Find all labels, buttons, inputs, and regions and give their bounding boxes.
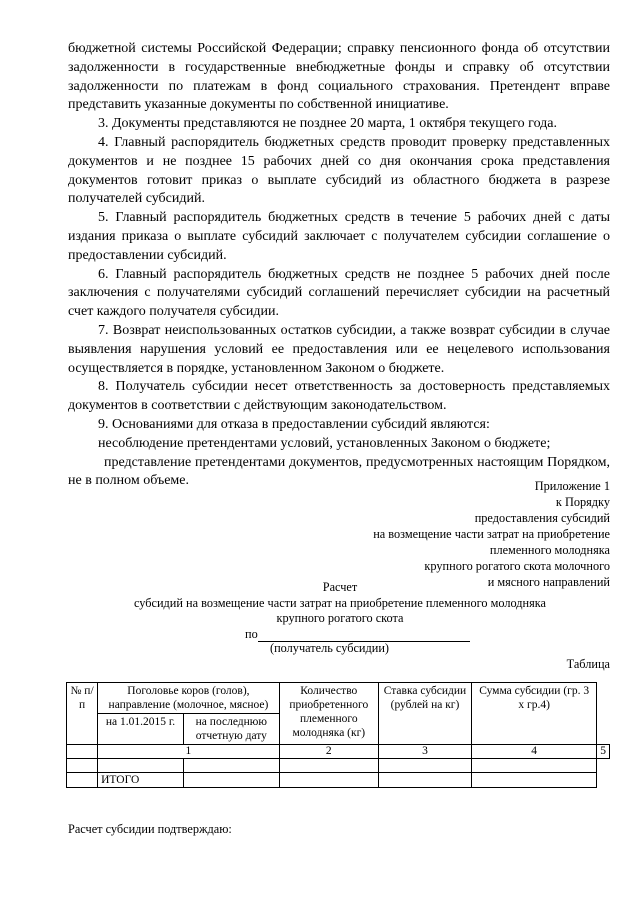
column-number-cell: 4 [472, 745, 597, 759]
paragraph-7: 7. Возврат неиспользованных остатков субсидии, а также возврат субсидии в случае выявления нарушения условий ее предоставления или ее нецелевого использования осуществляется в порядке, установленном Законом о бюджете. [68, 322, 610, 376]
appendix-line: и мясного направлений [487, 575, 610, 589]
document-body [68, 40, 610, 491]
paragraph-6: 6. Главный распорядитель бюджетных средств не позднее 5 рабочих дней после заключения с получателями субсидий соглашений перечисляет субсидии на расчетный счет каждого получателя субсидии. [68, 266, 610, 320]
paragraph-3: 3. Документы представляются не позднее 20 марта, 1 октября текущего года. [98, 116, 558, 132]
table-cell [183, 773, 279, 788]
recipient-note: (получатель субсидии) [270, 641, 390, 655]
confirmation-line: Расчет субсидии подтверждаю: [68, 822, 232, 836]
column-number-cell: 2 [279, 745, 378, 759]
recipient-field [245, 627, 470, 642]
table-cell [472, 773, 597, 788]
calculation-subtitle-line-1: субсидий на возмещение части затрат на приобретение племенного молодняка [133, 595, 547, 610]
calculation-subtitle-line-2: крупного рогатого скота [276, 611, 404, 625]
recipient-prefix: по [245, 627, 258, 641]
header-num: № п/п [67, 683, 98, 745]
recipient-blank-line [258, 628, 470, 642]
paragraph-9-item-2: представление претендентами документов, предусмотренных настоящим Порядком, не в полном объеме. [68, 454, 610, 489]
table-cell [279, 773, 378, 788]
paragraph-8: 8. Получатель субсидии несет ответственность за достоверность представляемых документов в соответствии с действующим законодательством. [68, 379, 610, 414]
column-number-cell [67, 745, 98, 759]
header-herd: Поголовье коров (голов), направление (молочное, мясное) [98, 683, 280, 714]
paragraph-4: 4. Главный распорядитель бюджетных средств проводит проверку представленных документов и не позднее 15 рабочих дней со дня окончания срока представления документов готовит приказ о выплате субсидий из областного бюджета в разрезе получателей субсидий. [68, 134, 610, 207]
table-cell [472, 759, 597, 773]
table-cell [279, 759, 378, 773]
subsidy-table [66, 682, 610, 788]
table-cell [183, 759, 279, 773]
column-number-cell: 1 [98, 745, 280, 759]
appendix-line: предоставления субсидий [474, 511, 610, 525]
total-row [67, 773, 610, 788]
column-number-cell: 3 [378, 745, 471, 759]
appendix-line: на возмещение части затрат на приобретение [373, 527, 610, 541]
table-cell [67, 759, 98, 773]
table-cell [378, 759, 471, 773]
appendix-header [310, 478, 610, 590]
table-cell [67, 773, 98, 788]
header-quantity: Количество приобретенного племенного молодняка (кг) [279, 683, 378, 745]
calculation-title: Расчет [322, 580, 358, 594]
table-cell [98, 759, 184, 773]
table-row [67, 759, 610, 773]
appendix-line: племенного молодняка [489, 543, 610, 557]
paragraph-9: 9. Основаниями для отказа в предоставлении субсидий являются: [98, 416, 490, 432]
paragraph-continuation: бюджетной системы Российской Федерации; справку пенсионного фонда об отсутствии задолженности в государственные внебюджетные фонды и справку об отсутствии задолженности по платежам в фонд социального страхования. Претендент вправе представить указанные документы по собственной инициативе. [68, 41, 610, 113]
table-header-row [67, 683, 610, 714]
column-number-cell: 5 [597, 745, 610, 759]
header-rate: Ставка субсидии (рублей на кг) [378, 683, 471, 745]
total-label: ИТОГО [98, 773, 184, 788]
appendix-line: Приложение 1 [534, 479, 610, 493]
header-herd-date-1: на 1.01.2015 г. [98, 714, 184, 745]
appendix-line: крупного рогатого скота молочного [424, 559, 610, 573]
paragraph-9-item-1: несоблюдение претендентами условий, установленных Законом о бюджете; [98, 435, 551, 451]
calculation-title-block [60, 580, 620, 627]
paragraph-5: 5. Главный распорядитель бюджетных средств в течение 5 рабочих дней с даты издания приказа о выплате субсидий заключает с получателем субсидии соглашение о предоставлении субсидий. [68, 210, 610, 263]
table-label: Таблица [566, 657, 610, 671]
column-number-row [67, 745, 610, 759]
appendix-line: к Порядку [555, 495, 610, 509]
header-herd-date-2: на последнюю отчетную дату [183, 714, 279, 745]
table-cell [378, 773, 471, 788]
header-sum: Сумма субсидии (гр. 3 х гр.4) [472, 683, 597, 745]
